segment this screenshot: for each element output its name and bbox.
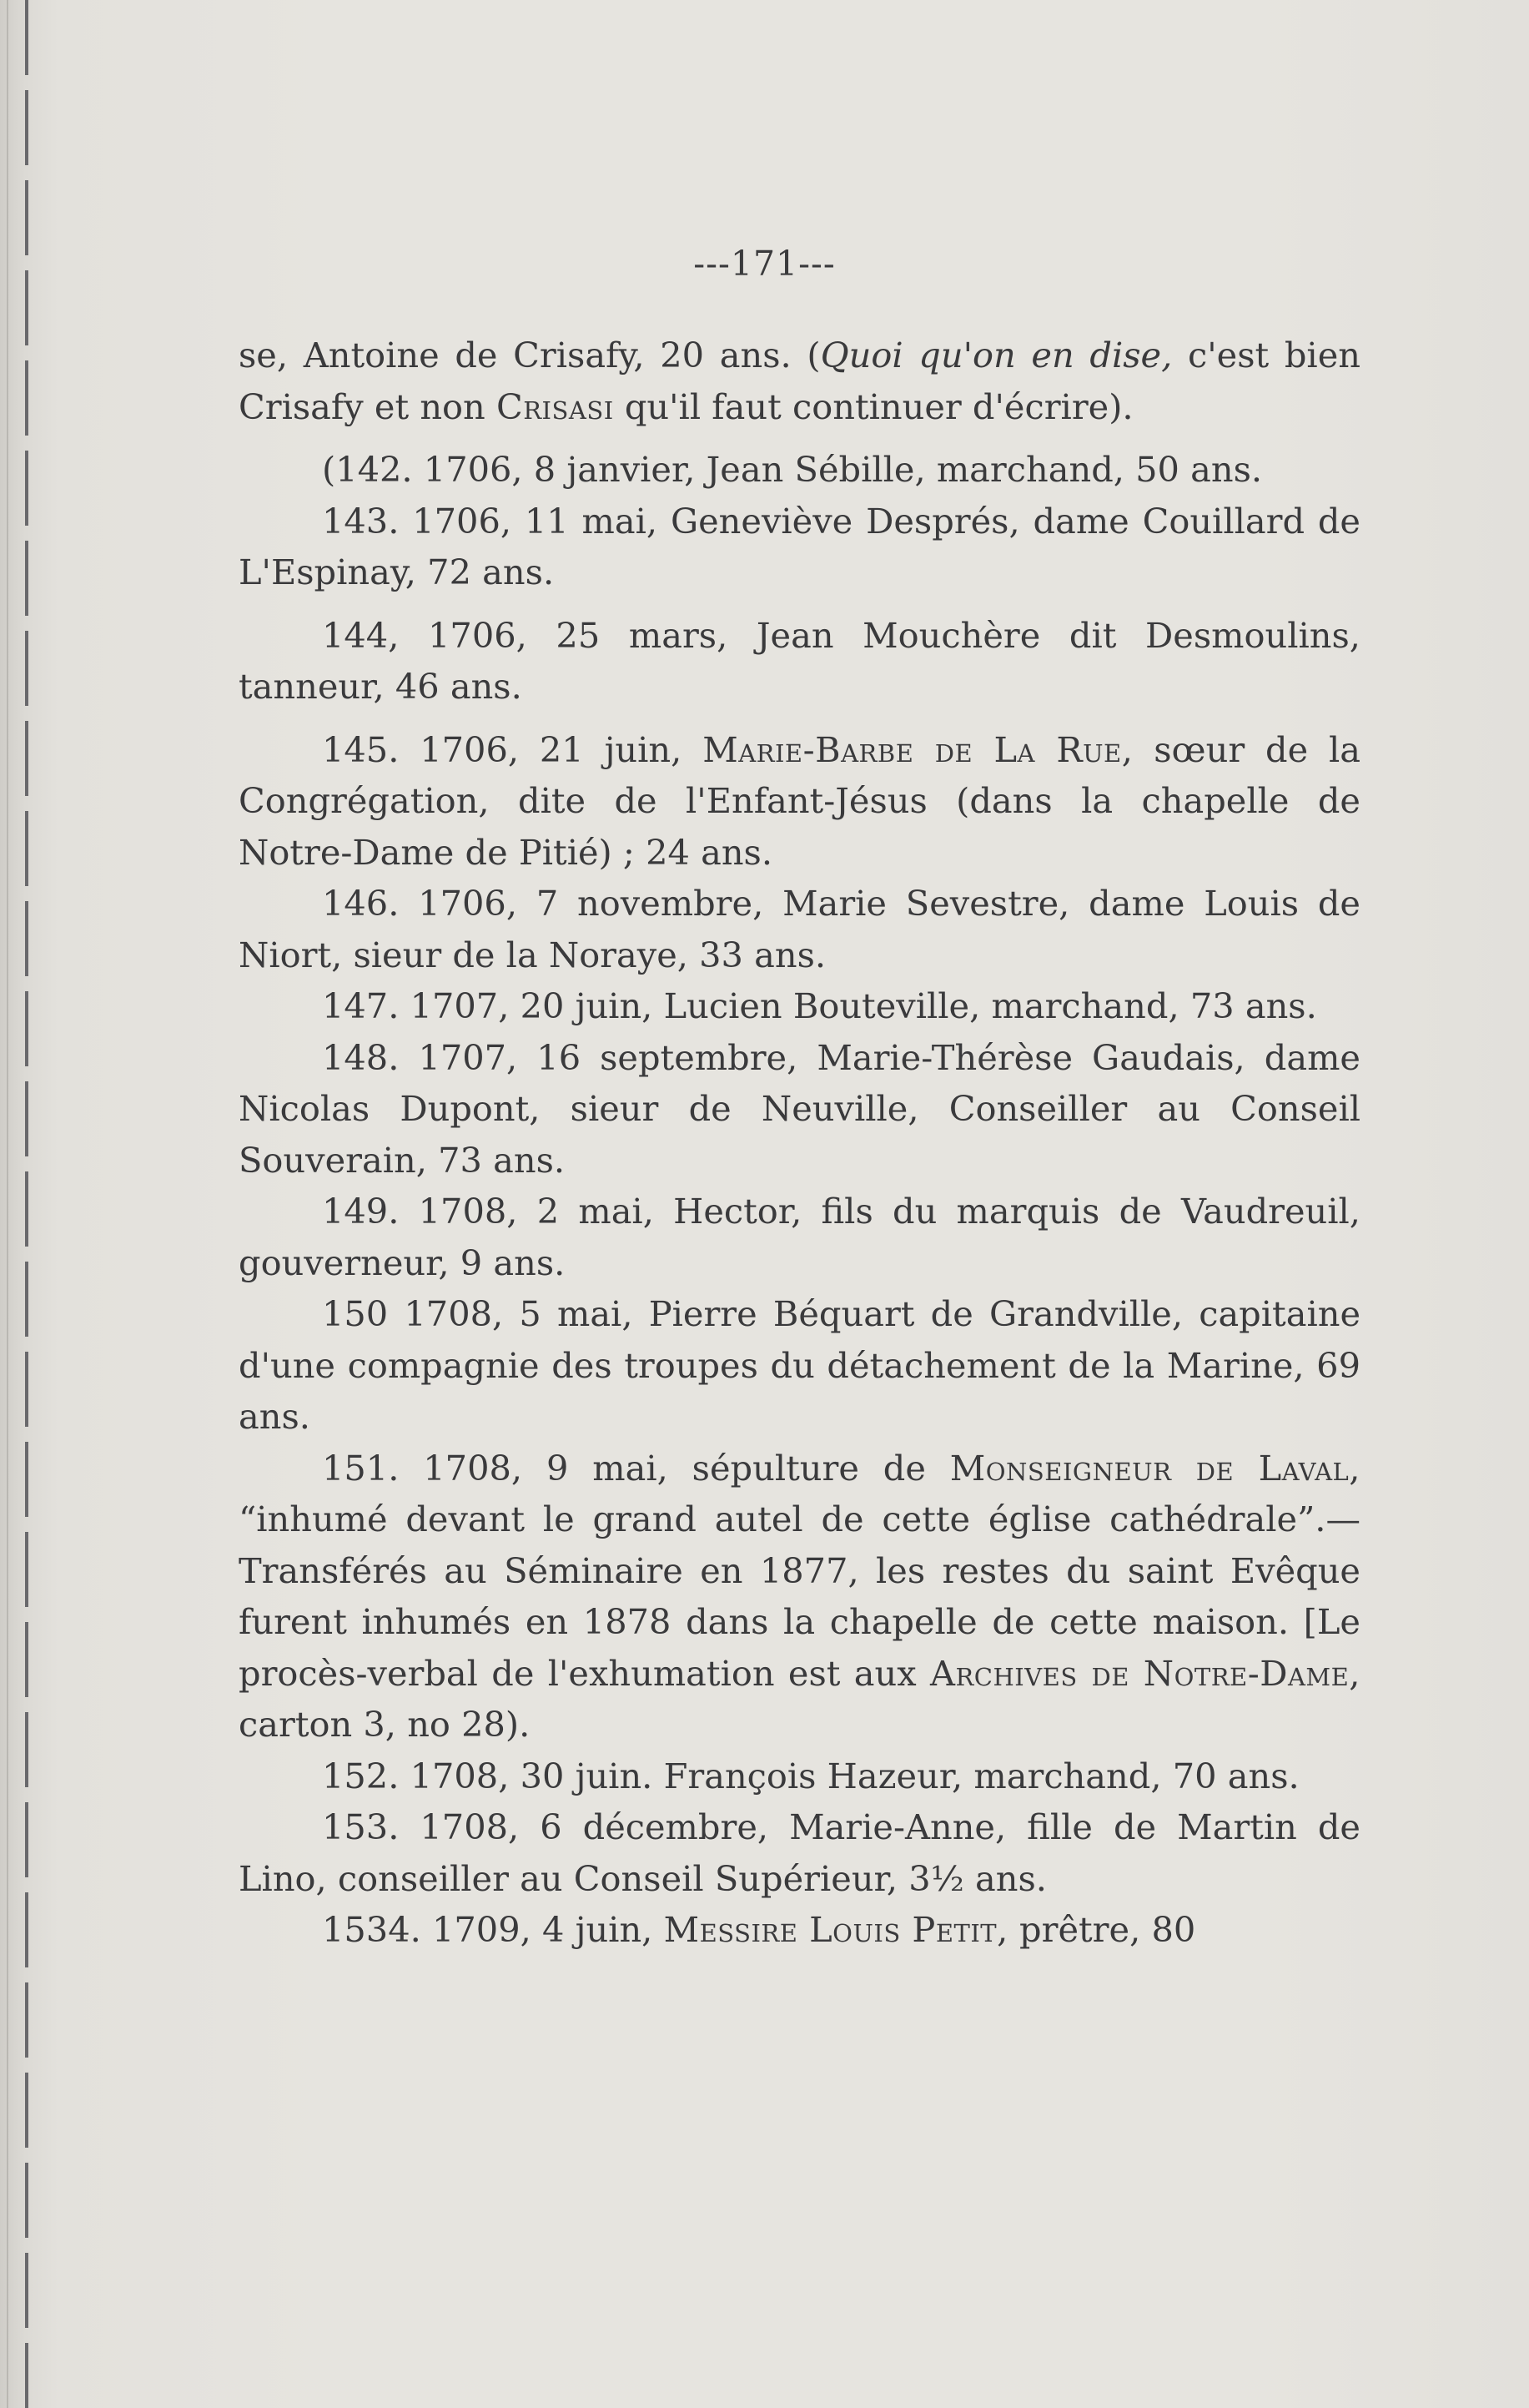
italic-phrase: Quoi qu'on en dise, — [820, 335, 1173, 375]
page-edge-shadow — [7, 0, 8, 2408]
small-caps-name: Messire Louis Petit, — [663, 1909, 1008, 1950]
entry-146: 146. 1706, 7 novembre, Marie Sevestre, dame Louis de Niort, sieur de la Noraye, 33 ans. — [239, 883, 1361, 975]
entry-145: 145. 1706, 21 juin, Marie-Barbe de La Rue, sœur de la Congrégation, dite de l'Enfant-Jésus (dans la chapelle de Notre-Dame de Pitié) ; 24 ans. — [239, 728, 1361, 873]
entry-149: 149. 1708, 2 mai, Hector, fils du marquis de Vaudreuil, gouverneur, 9 ans. — [239, 1191, 1361, 1283]
small-caps-archive: Archives de Notre-Dame, — [929, 1652, 1361, 1694]
entry-143: 143. 1706, 11 mai, Geneviève Després, dame Couillard de L'Espinay, 72 ans. — [239, 500, 1361, 592]
entry-152: 152. 1708, 30 juin. François Hazeur, marchand, 70 ans. — [322, 1755, 1300, 1796]
small-caps-name: Marie-Barbe de La Rue, — [702, 728, 1134, 770]
entry-142: (142. 1706, 8 janvier, Jean Sébille, marchand, 50 ans. — [322, 449, 1263, 490]
entry-153: 153. 1708, 6 décembre, Marie-Anne, fille de Martin de Lino, conseiller au Conseil Supérieur, 3½ ans. — [239, 1806, 1361, 1899]
entry-151: 151. 1708, 9 mai, sépulture de Monseigneur de Laval, “inhumé devant le grand autel de cette église cathédrale”.—Transférés au Séminaire en 1877, les restes du saint Evêque furent inhumés en 1878 dans la chapelle de cette maison. [Le procès-verbal de l'exhumation est aux Archives de Notre-Dame, carton 3, no 28). — [239, 1447, 1361, 1745]
page-number: ---171--- — [693, 244, 836, 284]
small-caps-name: Monseigneur de Laval, — [949, 1447, 1361, 1489]
body-text — [239, 330, 1361, 1956]
binding-edge — [25, 0, 28, 2408]
entry-147: 147. 1707, 20 juin, Lucien Bouteville, marchand, 73 ans. — [322, 985, 1317, 1026]
entry-150: 150 1708, 5 mai, Pierre Béquart de Grandville, capitaine d'une compagnie des troupes du détachement de la Marine, 69 ans. — [239, 1293, 1361, 1437]
small-caps-name: Crisasi — [495, 385, 614, 427]
entry-1534: 1534. 1709, 4 juin, Messire Louis Petit, prêtre, 80 — [322, 1909, 1196, 1950]
paragraph-continuation: se, Antoine de Crisafy, 20 ans. (Quoi qu'on en dise, c'est bien Crisafy et non Crisasi qu'il faut continuer d'écrire). — [239, 335, 1361, 427]
entry-148: 148. 1707, 16 septembre, Marie-Thérèse Gaudais, dame Nicolas Dupont, sieur de Neuville, Conseiller au Conseil Souverain, 73 ans. — [239, 1036, 1361, 1181]
entry-144: 144, 1706, 25 mars, Jean Mouchère dit Desmoulins, tanneur, 46 ans. — [239, 614, 1361, 707]
